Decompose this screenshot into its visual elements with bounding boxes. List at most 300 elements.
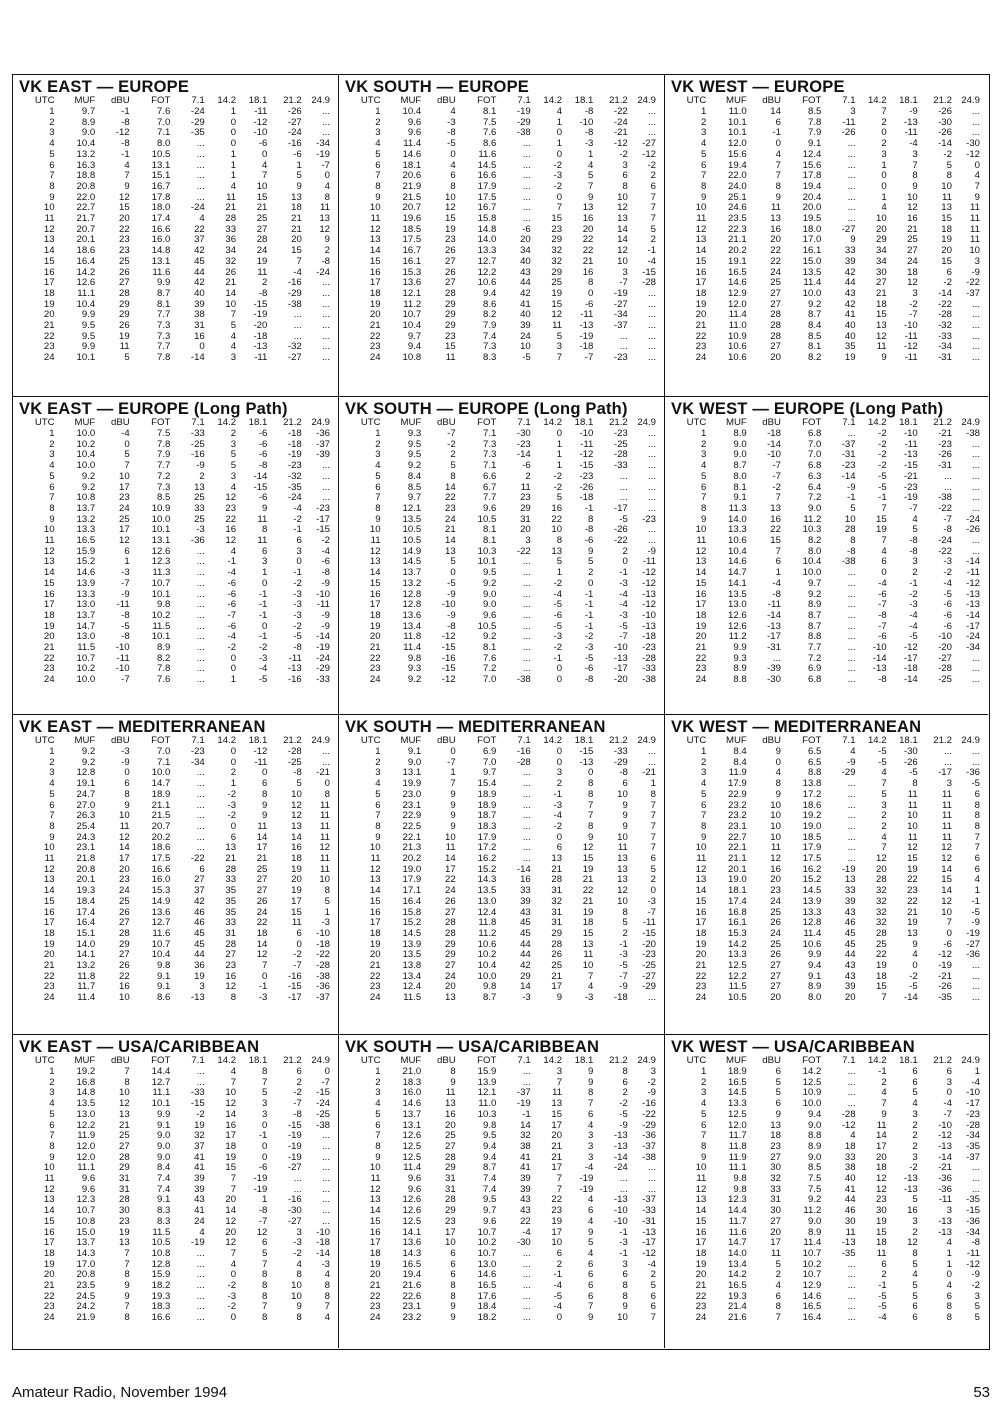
table-row <box>19 342 332 353</box>
table-row <box>671 1217 982 1228</box>
table-cell: 9.0 <box>157 1141 171 1152</box>
table-cell: 7.1 <box>483 429 497 439</box>
table-cell: 11.8 <box>77 971 96 982</box>
table-cell: 28 <box>118 1152 130 1163</box>
table-cell: 13.0 <box>477 896 497 907</box>
table-cell: 7.9 <box>157 450 171 461</box>
table-cell: ... <box>196 821 205 832</box>
table-cell: ... <box>196 621 205 632</box>
table-cell: -24 <box>190 203 205 214</box>
table-cell: 16 <box>695 267 707 278</box>
table-cell: 0 <box>230 117 237 128</box>
propagation-table <box>671 418 982 686</box>
table-cell: 6 <box>775 557 781 568</box>
table-cell: 1 <box>700 1067 707 1077</box>
table-cell: 1 <box>556 139 563 150</box>
column-header: 24.9 <box>961 735 980 747</box>
table-cell: 7.4 <box>483 1174 497 1185</box>
table-cell: 10 <box>617 1313 628 1324</box>
table-cell: 5 <box>588 171 594 182</box>
table-row <box>671 1302 982 1313</box>
column-header: dBU <box>762 95 781 107</box>
table-cell: 13 <box>551 854 563 865</box>
table-cell: 6 <box>650 854 656 865</box>
table-cell: 42 <box>844 267 856 278</box>
table-row <box>19 193 332 204</box>
table-cell: 5 <box>230 461 237 472</box>
table-cell: -6 <box>584 299 594 310</box>
table-cell: 12.8 <box>76 768 96 779</box>
table-cell: 39 <box>520 321 531 332</box>
table-cell: 10.1 <box>151 632 171 643</box>
table-cell: 24 <box>194 1216 205 1227</box>
table-cell: 7 <box>588 1302 594 1313</box>
table-cell: 13.5 <box>802 267 822 278</box>
table-cell: 14.8 <box>76 1088 96 1099</box>
table-cell: 27 <box>256 875 268 886</box>
table-cell: 20 <box>118 214 130 225</box>
table-cell: 43 <box>844 971 856 982</box>
table-cell: 10 <box>118 471 130 482</box>
table-cell: 22 <box>770 525 781 536</box>
table-cell: 35 <box>844 342 856 353</box>
table-cell: 7 <box>946 918 952 929</box>
table-cell: 20 <box>770 235 781 246</box>
table-cell: -8 <box>293 1109 302 1120</box>
table-row <box>345 1174 658 1185</box>
table-cell: -2 <box>227 643 237 654</box>
table-cell: -4 <box>647 256 656 267</box>
table-cell: 7 <box>556 203 563 214</box>
table-cell: 5 <box>775 1077 781 1088</box>
table-cell: 7 <box>124 171 130 182</box>
table-cell: 16.5 <box>728 1077 747 1088</box>
table-row <box>671 332 982 343</box>
table-cell: -14 <box>903 993 918 1004</box>
table-cell: 15 <box>941 875 952 886</box>
column-header: UTC <box>360 417 381 429</box>
table-cell: 23 <box>369 664 381 675</box>
table-cell: 34 <box>875 256 887 267</box>
table-row <box>345 1110 658 1121</box>
table-row <box>345 353 658 364</box>
table-cell: -37 <box>613 321 628 332</box>
table-cell: 4 <box>912 950 918 961</box>
table-cell: 14 <box>695 568 707 579</box>
table-cell: 10 <box>907 811 918 822</box>
table-cell: 16 <box>770 864 781 875</box>
table-cell: 8.0 <box>733 471 747 482</box>
table-cell: 20 <box>695 310 707 321</box>
table-cell: 13 <box>844 875 856 886</box>
table-cell: 21 <box>444 525 456 536</box>
column-header: 24.9 <box>637 1055 656 1067</box>
table-header-row <box>19 1056 332 1067</box>
table-cell: 30 <box>770 1206 781 1217</box>
table-cell: 7.2 <box>483 664 497 675</box>
table-cell: 7 <box>881 843 887 854</box>
column-header: 21.2 <box>933 417 952 429</box>
table-cell: ... <box>847 1088 856 1099</box>
table-cell: 8 <box>262 1270 268 1281</box>
table-cell: ... <box>847 139 856 150</box>
table-cell: 4 <box>588 1195 594 1206</box>
table-cell: 19.3 <box>151 1291 171 1302</box>
table-cell: ... <box>293 310 302 321</box>
table-cell: 5 <box>375 789 381 800</box>
table-cell: 4 <box>881 832 887 843</box>
table-cell: 8 <box>124 1270 130 1281</box>
table-cell: 7 <box>700 811 707 822</box>
table-cell: 28 <box>444 928 456 939</box>
table-cell: 8 <box>324 789 330 800</box>
table-cell: 15.0 <box>76 1227 96 1238</box>
table-cell: 12 <box>369 864 381 875</box>
table-cell: 19 <box>875 525 887 536</box>
table-cell: -1 <box>647 246 656 257</box>
table-header-row <box>671 736 982 747</box>
table-row <box>345 929 658 940</box>
table-cell: 33 <box>225 918 237 929</box>
table-cell: 7 <box>230 310 237 321</box>
table-cell: -2 <box>647 160 656 171</box>
table-cell: 31 <box>444 1174 456 1185</box>
table-cell: -8 <box>447 128 456 139</box>
table-cell: 2 <box>49 1077 55 1088</box>
table-row <box>19 1270 332 1281</box>
table-cell: -10 <box>966 1088 980 1099</box>
table-cell: 8 <box>912 779 918 790</box>
table-cell: 0 <box>556 429 563 439</box>
table-cell: 19 <box>369 621 381 632</box>
table-cell: -3 <box>647 896 656 907</box>
column-header: 24.9 <box>637 95 656 107</box>
table-row <box>345 1281 658 1292</box>
table-cell: 11.1 <box>77 1163 96 1174</box>
table-cell: 22.3 <box>728 224 747 235</box>
table-cell: 5 <box>974 1313 980 1324</box>
table-cell: 7 <box>650 800 656 811</box>
table-cell: -5 <box>909 632 918 643</box>
table-cell: 10 <box>118 811 130 822</box>
table-cell: 6.9 <box>483 747 497 757</box>
table-cell: 14.0 <box>728 1248 747 1259</box>
table-cell: 8 <box>262 1313 268 1324</box>
table-cell: ... <box>972 117 980 128</box>
table-cell: 10 <box>43 525 55 536</box>
table-cell: 5 <box>700 789 707 800</box>
table-cell: -14 <box>966 557 980 568</box>
table-cell: ... <box>322 482 330 493</box>
table-cell: ... <box>522 600 531 611</box>
table-cell: 11 <box>320 811 330 822</box>
table-cell: 8 <box>450 1291 456 1302</box>
column-header: FOT <box>151 417 171 429</box>
table-cell: 4 <box>450 160 456 171</box>
table-cell: 4 <box>49 1099 55 1110</box>
table-cell: -6 <box>227 589 237 600</box>
table-cell: ... <box>619 342 628 353</box>
table-cell: -26 <box>938 450 952 461</box>
column-header: 21.2 <box>933 95 952 107</box>
table-cell: 4 <box>850 1131 856 1142</box>
column-header: UTC <box>360 1055 381 1067</box>
table-cell: -2 <box>227 811 237 822</box>
table-cell: -31 <box>767 643 781 654</box>
table-cell: 9.5 <box>483 1195 497 1206</box>
table-cell: -21 <box>613 128 628 139</box>
table-cell: 2 <box>650 235 656 246</box>
table-cell: 4 <box>974 875 980 886</box>
table-cell: 0 <box>296 939 302 950</box>
column-header: 24.9 <box>311 1055 330 1067</box>
table-row <box>671 779 982 790</box>
table-cell: 14.5 <box>802 886 822 897</box>
table-cell: -19 <box>287 1141 302 1152</box>
table-cell: -34 <box>316 139 330 150</box>
table-cell: 16 <box>369 267 381 278</box>
table-cell: 1 <box>230 171 237 182</box>
table-cell: 27 <box>770 1216 781 1227</box>
table-cell: 6 <box>912 1313 918 1324</box>
table-cell: -26 <box>903 757 918 768</box>
table-row <box>345 611 658 622</box>
table-row <box>671 525 982 536</box>
table-cell: ... <box>847 1313 856 1324</box>
table-cell: 15 <box>875 1227 887 1238</box>
table-cell: 13 <box>617 875 628 886</box>
table-cell: -6 <box>293 149 302 160</box>
table-cell: 13.5 <box>402 950 422 961</box>
column-header: FOT <box>802 95 822 107</box>
table-cell: 22 <box>118 971 130 982</box>
table-cell: 14 <box>444 854 456 865</box>
column-header: MUF <box>725 735 747 747</box>
table-cell: 15.1 <box>151 171 171 182</box>
table-cell: 9.2 <box>407 675 422 686</box>
table-cell: -16 <box>287 1195 302 1206</box>
table-cell: 7 <box>556 1077 563 1088</box>
table-cell: -7 <box>878 621 887 632</box>
table-cell: 10.2 <box>477 950 497 961</box>
table-cell: 23 <box>43 1302 55 1313</box>
table-cell: ... <box>322 1216 330 1227</box>
table-cell: 18.1 <box>728 886 747 897</box>
table-cell: 2 <box>375 117 381 128</box>
table-cell: 4 <box>49 779 55 790</box>
table-row <box>345 1163 658 1174</box>
table-cell: 28 <box>118 928 130 939</box>
table-row <box>345 429 658 440</box>
table-cell: 23 <box>118 493 130 504</box>
table-cell: ... <box>322 278 330 289</box>
table-cell: 12 <box>118 192 130 203</box>
table-cell: 15 <box>369 578 381 589</box>
table-cell: -19 <box>287 1131 302 1142</box>
table-cell: -14 <box>966 610 980 621</box>
table-cell: 6 <box>296 928 302 939</box>
table-cell: 24 <box>118 886 130 897</box>
table-cell: 16.2 <box>802 864 822 875</box>
table-cell: 45 <box>194 939 205 950</box>
table-cell: 23 <box>43 982 55 993</box>
column-header: 18.1 <box>574 1055 594 1067</box>
table-cell: ... <box>847 1259 856 1270</box>
table-cell: -3 <box>293 1238 302 1249</box>
table-cell: 7.1 <box>157 757 171 768</box>
table-cell: 20.8 <box>76 1270 96 1281</box>
table-row <box>345 600 658 611</box>
table-cell: ... <box>847 832 856 843</box>
table-cell: 22.0 <box>728 171 747 182</box>
table-cell: -23 <box>613 429 628 439</box>
table-cell: 5 <box>375 149 381 160</box>
table-cell: -22 <box>966 278 980 289</box>
table-cell: ... <box>619 482 628 493</box>
table-cell: 18.7 <box>477 811 497 822</box>
table-cell: 11.2 <box>478 928 497 939</box>
table-cell: ... <box>847 621 856 632</box>
table-cell: -1 <box>553 653 563 664</box>
table-row <box>345 557 658 568</box>
table-cell: -27 <box>938 653 952 664</box>
table-cell: 9.4 <box>483 1141 497 1152</box>
table-cell: 7 <box>700 171 707 182</box>
table-cell: 11 <box>970 235 980 246</box>
table-cell: -1 <box>293 525 302 536</box>
table-cell: 9 <box>262 811 268 822</box>
table-cell: 41 <box>194 1152 205 1163</box>
table-cell: 0 <box>912 961 918 972</box>
table-row <box>19 811 332 822</box>
table-cell: 8.1 <box>483 643 497 654</box>
table-cell: 10 <box>444 192 456 203</box>
table-cell: 0 <box>230 757 237 768</box>
table-cell: 7.6 <box>157 675 171 686</box>
table-cell: 9.0 <box>157 1152 171 1163</box>
table-cell: 20.1 <box>76 875 96 886</box>
table-cell: 17.9 <box>402 875 422 886</box>
table-cell: 8 <box>588 278 594 289</box>
table-cell: 14 <box>291 832 302 843</box>
table-cell: ... <box>943 471 952 482</box>
table-cell: 15 <box>43 578 55 589</box>
table-cell: ... <box>196 181 205 192</box>
table-cell: 9 <box>375 832 381 843</box>
table-cell: -3 <box>553 632 563 643</box>
table-cell: ... <box>196 171 205 182</box>
column-header: FOT <box>477 417 497 429</box>
table-cell: 15 <box>907 854 918 865</box>
table-cell: -3 <box>447 117 456 128</box>
table-cell: 4 <box>324 1313 330 1324</box>
table-cell: -2 <box>619 1099 628 1110</box>
table-cell: 12 <box>695 864 707 875</box>
table-cell: 15.9 <box>151 1270 171 1281</box>
table-cell: -4 <box>619 600 628 611</box>
table-cell: 25 <box>118 514 130 525</box>
table-cell: 23 <box>695 664 707 675</box>
table-cell: 5 <box>700 1109 707 1120</box>
table-cell: 27 <box>875 278 887 289</box>
table-cell: 17 <box>43 278 55 289</box>
table-cell: 23 <box>369 982 381 993</box>
table-cell: 14.3 <box>477 875 497 886</box>
table-row <box>671 128 982 139</box>
table-cell: 18.3 <box>402 1077 422 1088</box>
table-cell: ... <box>972 321 980 332</box>
table-cell: 2 <box>450 450 456 461</box>
table-cell: 10 <box>369 843 381 854</box>
table-cell: 9 <box>622 1302 628 1313</box>
table-cell: 18.9 <box>477 800 497 811</box>
table-cell: 13.3 <box>76 589 96 600</box>
table-cell: 7 <box>375 171 381 182</box>
table-cell: 24.7 <box>76 789 96 800</box>
table-cell: 20.7 <box>151 821 171 832</box>
table-cell: -8 <box>121 610 130 621</box>
table-cell: 5 <box>912 525 918 536</box>
table-cell: -19 <box>613 288 628 299</box>
table-cell: 11 <box>941 800 952 811</box>
table-row <box>345 118 658 129</box>
table-cell: 9 <box>775 192 781 203</box>
table-cell: 8.0 <box>157 139 171 150</box>
table-cell: -5 <box>943 589 952 600</box>
table-cell: 21.9 <box>76 1313 96 1324</box>
table-cell: -29 <box>190 117 205 128</box>
table-cell: -13 <box>579 757 594 768</box>
table-cell: 9.8 <box>157 961 171 972</box>
table-cell: 4 <box>230 342 237 353</box>
table-cell: 16.4 <box>76 918 96 929</box>
table-cell: -14 <box>938 139 952 150</box>
table-cell: -5 <box>447 139 456 150</box>
table-cell: -8 <box>878 610 887 621</box>
table-cell: -4 <box>553 1281 563 1292</box>
table-row <box>671 929 982 940</box>
table-cell: 24 <box>369 993 381 1004</box>
table-cell: 20.1 <box>728 864 747 875</box>
table-cell: 22 <box>695 331 707 342</box>
table-cell: 22 <box>444 875 456 886</box>
table-cell: -18 <box>316 1238 330 1249</box>
table-cell: 14 <box>617 235 628 246</box>
table-cell: 27 <box>444 961 456 972</box>
table-row <box>19 1163 332 1174</box>
table-row <box>345 493 658 504</box>
table-cell: -3 <box>121 568 130 579</box>
table-cell: -11 <box>254 107 268 117</box>
table-cell: 8 <box>324 192 330 203</box>
table-cell: -20 <box>253 321 268 332</box>
table-cell: 25 <box>444 1131 456 1142</box>
table-cell: 6.8 <box>808 461 822 472</box>
table-cell: 4 <box>775 1281 781 1292</box>
table-cell: 5 <box>230 450 237 461</box>
column-header: 24.9 <box>637 735 656 747</box>
table-cell: -19 <box>516 107 531 117</box>
table-cell: 3 <box>974 1291 980 1302</box>
table-cell: -30 <box>938 117 952 128</box>
table-cell: -5 <box>619 961 628 972</box>
table-cell: 18 <box>256 928 268 939</box>
table-cell: 16.2 <box>477 854 497 865</box>
table-cell: 8.3 <box>483 353 497 364</box>
table-row <box>19 235 332 246</box>
column-header: UTC <box>34 417 55 429</box>
table-cell: 8.9 <box>808 1227 822 1238</box>
